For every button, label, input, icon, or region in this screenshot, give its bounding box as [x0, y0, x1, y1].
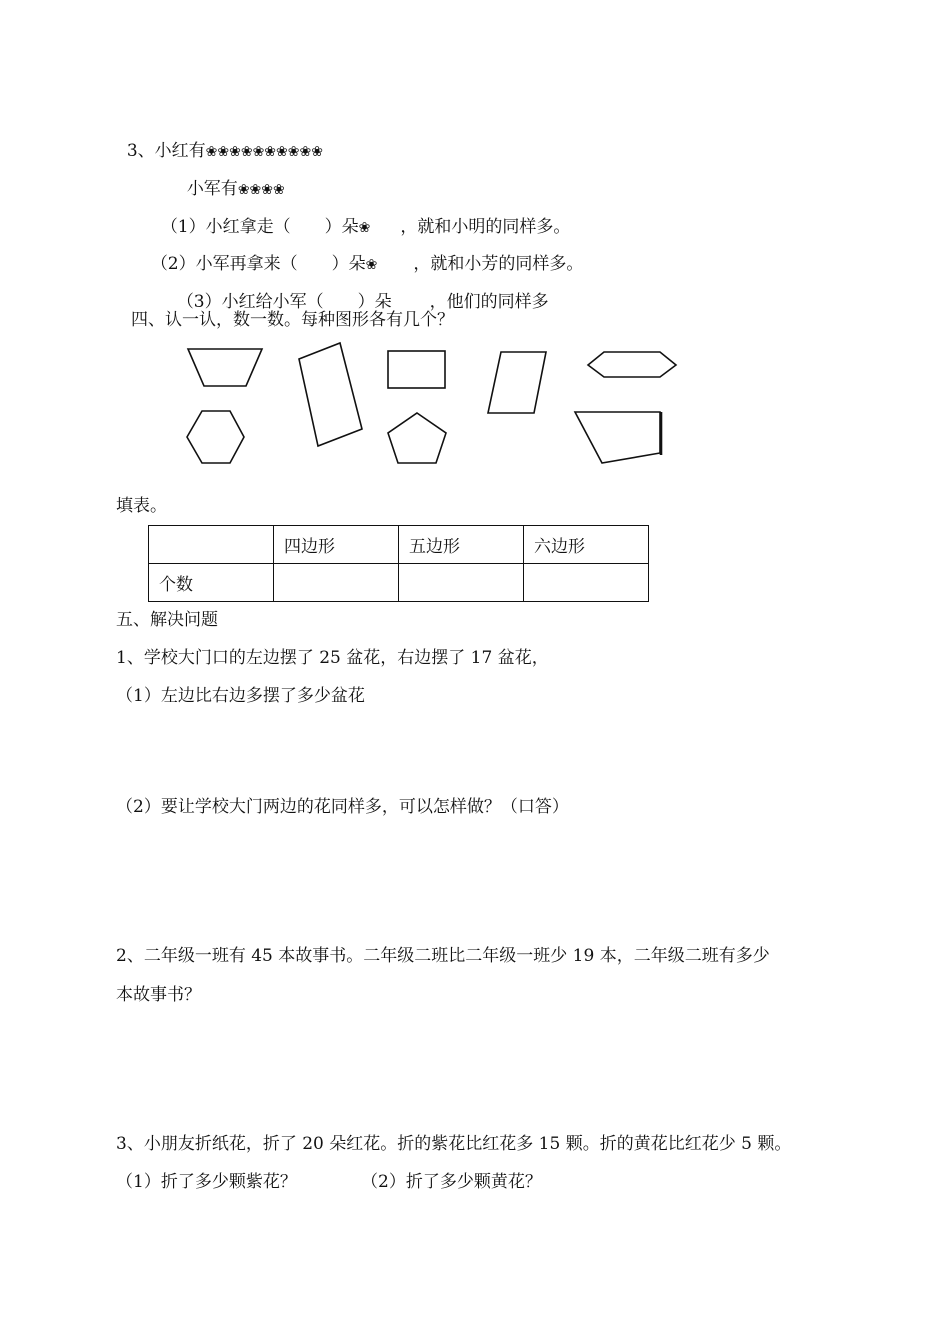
q3-sub1-text: （1）小红拿走（ ）朵 [160, 217, 359, 237]
table-header-cell: 五边形 [399, 526, 524, 564]
shape-count-table [148, 525, 649, 602]
table-row [149, 564, 649, 602]
section5-title: 五、解决问题 [116, 610, 218, 630]
q3-sub1 [150, 197, 570, 238]
pentagon-shape [388, 413, 446, 463]
table-header-cell [149, 526, 274, 564]
problem2-line1: 2、二年级一班有 45 本故事书。二年级二班比二年级一班少 19 本，二年级二班有多少 [116, 946, 770, 966]
trapezoid-shape [188, 349, 262, 386]
problem3-question1: （1）折了多少颗紫花？ [116, 1172, 297, 1192]
parallelogram-shape [488, 352, 546, 413]
fill-table-label: 填表。 [116, 496, 167, 516]
flower-icon-row: ❀❀❀❀❀❀❀❀❀❀ [205, 144, 323, 160]
table-header-cell: 四边形 [274, 526, 399, 564]
problem3-text: 3、小朋友折纸花，折了 20 朵红花。折的紫花比红花多 15 颗。折的黄花比红花少 5 颗。 [116, 1134, 792, 1154]
problem2-line2: 本故事书？ [116, 985, 201, 1005]
table-row-label: 个数 [149, 564, 274, 602]
table-answer-cell[interactable] [399, 564, 524, 602]
flower-icon: ❀ [365, 257, 378, 273]
q3-xiaohong-label: 3、小红有 [126, 141, 206, 161]
q3-sub2-tail: ，就和小芳的同样多。 [413, 254, 584, 274]
table-header-row [149, 526, 649, 564]
problem1-question2: （2）要让学校大门两边的花同样多，可以怎样做？（口答） [116, 797, 569, 817]
irregular-quadrilateral-shape [575, 412, 660, 463]
q3-sub3-text: （3）小红给小军（ ）朵 [176, 292, 392, 312]
q3-sub2 [140, 234, 583, 275]
q3-xiaojun-label: 小军有 [186, 179, 238, 199]
problem3-question2: （2）折了多少颗黄花？ [361, 1172, 542, 1192]
q3-sub2-text: （2）小军再拿来（ ）朵 [150, 254, 366, 274]
q3-sub3-tail: ，他们的同样多 [429, 292, 549, 312]
problem1-question1: （1）左边比右边多摆了多少盆花 [116, 686, 365, 706]
table-header-cell: 六边形 [524, 526, 649, 564]
q3-sub1-tail: ，就和小明的同样多。 [400, 217, 571, 237]
shapes-figure [0, 330, 950, 490]
flower-icon: ❀ [358, 220, 371, 236]
q3-sub3 [166, 272, 549, 312]
tilted-rectangle-shape [299, 343, 362, 446]
section4-title: 四、认一认，数一数。每种图形各有几个？ [131, 310, 454, 330]
table-answer-cell[interactable] [274, 564, 399, 602]
hexagon-shape [187, 411, 244, 463]
table-answer-cell[interactable] [524, 564, 649, 602]
q3-xiaojun-line [176, 159, 285, 200]
rectangle-shape [388, 351, 445, 388]
elongated-hexagon-shape [588, 352, 676, 377]
problem1-text: 1、学校大门口的左边摆了 25 盆花，右边摆了 17 盆花， [116, 648, 549, 668]
flower-icon-row: ❀❀❀❀ [237, 182, 285, 198]
q3-xiaohong-line [116, 121, 323, 162]
